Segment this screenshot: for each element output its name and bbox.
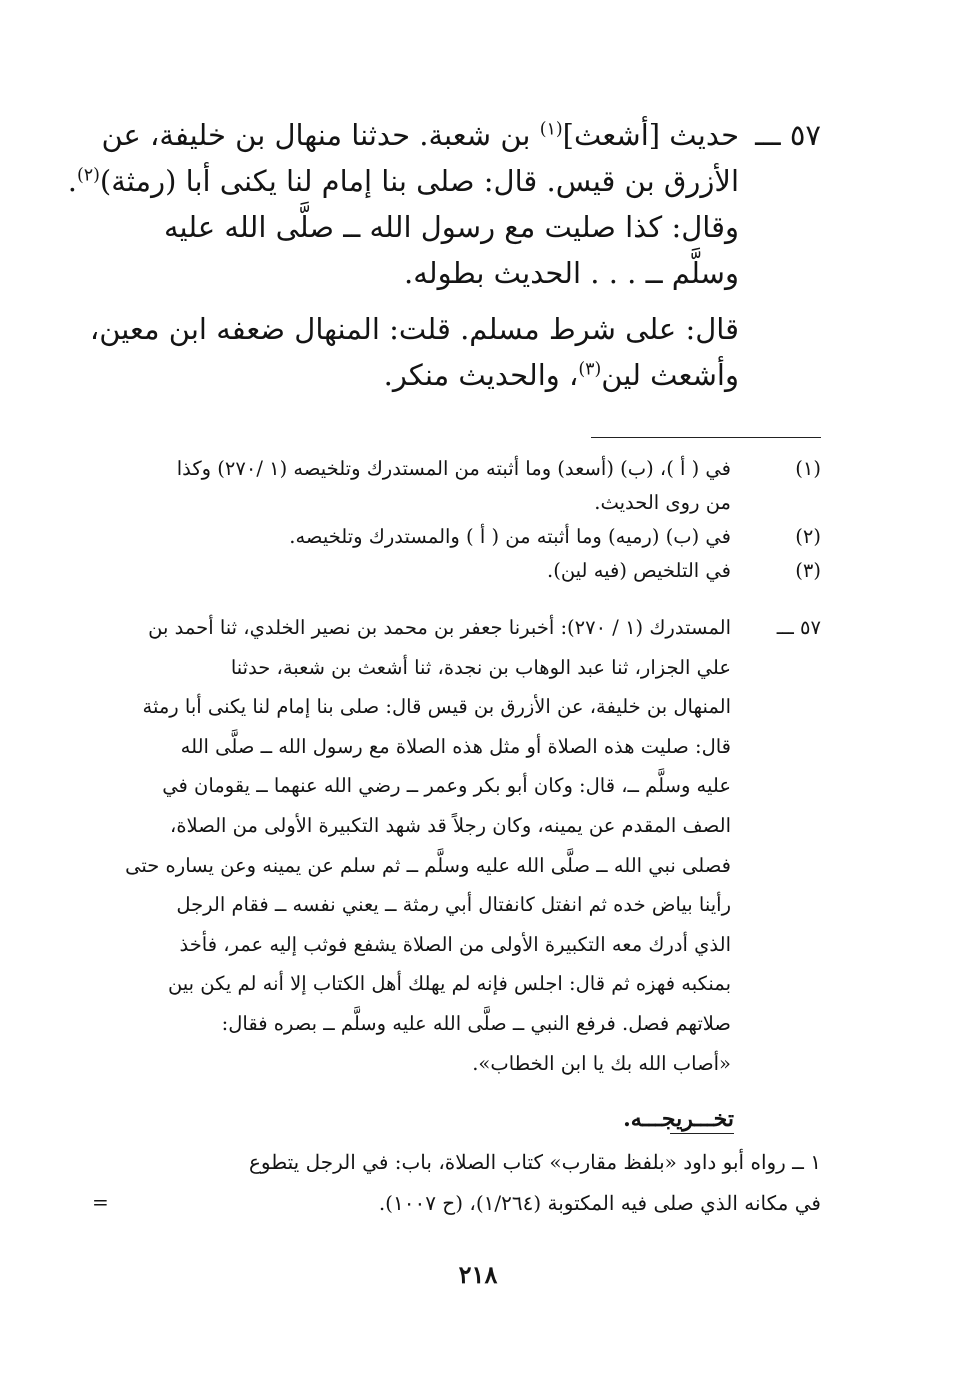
entry-text [68, 158, 739, 204]
commentary-line [121, 806, 821, 846]
entry-text-part: ، والحديث منكر. [383, 358, 579, 392]
footnote-text: في التلخيص (فيه لين). [547, 559, 731, 582]
entry-text [384, 352, 739, 398]
takhrij-text: في مكانه الذي صلى فيه المكتوبة (١/٢٦٤)، (ح ١٠٠٧). [378, 1191, 821, 1215]
commentary-text: رأينا بياض خده ثم انفتل كانفتال أبي رمثة ــ يعني نفسه ــ فقام الرجل [176, 893, 731, 917]
commentary-line [121, 925, 821, 965]
footnote-line [131, 554, 821, 588]
commentary-text: قال: صليت هذه الصلاة أو مثل هذه الصلاة مع رسول الله ــ صلَّى الله [180, 734, 731, 758]
footnote-separator [591, 437, 821, 438]
entry-text: قال: على شرط مسلم. قلت: المنهال ضعفه ابن معين، [89, 312, 739, 346]
entry-text-part: حديث [أشعث] [562, 118, 739, 152]
entry-text-part: الأزرق بن قيس. قال: صلى بنا إمام لنا يكنى أبا (رمثة) [99, 164, 739, 198]
commentary-text: المستدرك (١ / ٢٧٠): أخبرنا جعفر بن محمد بن نصير الخلدي، ثنا أحمد بن [148, 616, 731, 639]
footnotes [131, 452, 821, 588]
entry-line [101, 112, 821, 158]
footnote-line [131, 486, 821, 520]
commentary-line [121, 687, 821, 727]
commentary-text: فصلى نبي الله ــ صلَّى الله عليه وسلَّم ــ ثم سلم عن يمينه وعن يساره حتى [125, 853, 731, 877]
entry-line [131, 352, 821, 398]
entry-text: وسلَّم ــ . . . الحديث بطوله. [404, 256, 739, 290]
commentary-line [121, 727, 821, 767]
entry-text [101, 112, 739, 158]
entry-line [131, 250, 821, 296]
footnote-ref: (٢) [76, 165, 100, 186]
hadith-entry [67, 112, 821, 398]
commentary-line [121, 846, 821, 886]
footnote-number: (٣) [795, 559, 821, 582]
entry-line [131, 204, 821, 250]
takhrij-text: ١ ــ رواه أبو داود «بلفظ مقارب» كتاب الصلاة، باب: في الرجل يتطوع [248, 1150, 821, 1174]
commentary-line [121, 1004, 821, 1044]
footnote-text: في (ب) (رميه) وما أثبته من ( أ ) والمستدرك وتلخيصه. [289, 525, 731, 548]
commentary-text: الذي أدرك معه التكبيرة الأولى من الصلاة يشفع فوثب إليه عمر، فأخذ [179, 932, 731, 956]
takhrij-line [121, 1183, 821, 1224]
entry-text: وقال: كذا صليت مع رسول الله ــ صلَّى الله عليه [163, 210, 739, 244]
footnote-number: (١) [795, 457, 821, 480]
commentary-text: صلاتهم فصل. فرفع النبي ــ صلَّى الله عليه وسلَّم ــ بصره فقال: [221, 1011, 731, 1035]
commentary [121, 608, 821, 1083]
entry-text-part: بن شعبة. حدثنا منهال بن خليفة، عن [101, 118, 540, 152]
section-heading: تخـــريجـــه. [623, 1106, 734, 1132]
commentary-text: بمنكبه فهزه ثم قال: اجلس فإنه لم يهلك أهل الكتاب إلا أنه لم يكن بين [167, 972, 731, 996]
footnote-number: (٢) [795, 525, 821, 548]
page-number: ٢١٨ [458, 1260, 498, 1289]
footnote-line [131, 452, 821, 486]
commentary-number: ٥٧ ـــ [776, 616, 821, 639]
commentary-text: عليه وسلَّم ــ، قال: وكان أبو بكر وعمر ــ رضي الله عنهما ــ يقومان في [162, 774, 731, 798]
heading-underline [670, 1133, 734, 1134]
commentary-line [121, 648, 821, 688]
footnote-text: من روى الحديث. [594, 491, 731, 514]
footnote-ref: (١) [539, 119, 563, 140]
commentary-text: علي الجزار، ثنا عبد الوهاب بن نجدة، ثنا أشعث بن شعبة، حدثنا [230, 655, 731, 679]
commentary-line [121, 885, 821, 925]
commentary-line [121, 1044, 821, 1084]
entry-text-part: . [67, 164, 77, 198]
footnote-ref: (٣) [578, 359, 602, 380]
entry-line [67, 158, 821, 204]
commentary-text: المنهال بن خليفة، عن الأزرق بن قيس قال: صلى بنا إمام لنا يكنى أبا رمثة [142, 695, 731, 719]
commentary-line [121, 766, 821, 806]
commentary-line [121, 608, 821, 648]
entry-line [89, 306, 821, 352]
commentary-text: الصف المقدم عن يمينه، وكان رجلاً قد شهد التكبيرة الأولى من الصلاة، [170, 813, 731, 837]
takhrij-section [121, 1142, 821, 1224]
takhrij-line [121, 1142, 821, 1183]
commentary-line [121, 964, 821, 1004]
entry-number: ٥٧ ـــ [755, 118, 821, 152]
continuation-mark: = [92, 1190, 109, 1214]
commentary-text: «أصاب الله بك يا ابن الخطاب». [472, 1051, 731, 1075]
footnote-line [131, 520, 821, 554]
footnote-text: في ( أ )، (ب) (أسعد) وما أثبته من المستدرك وتلخيصه (١ /٢٧٠) وكذا [176, 457, 731, 480]
entry-text-part: وأشعث لين [601, 358, 739, 392]
